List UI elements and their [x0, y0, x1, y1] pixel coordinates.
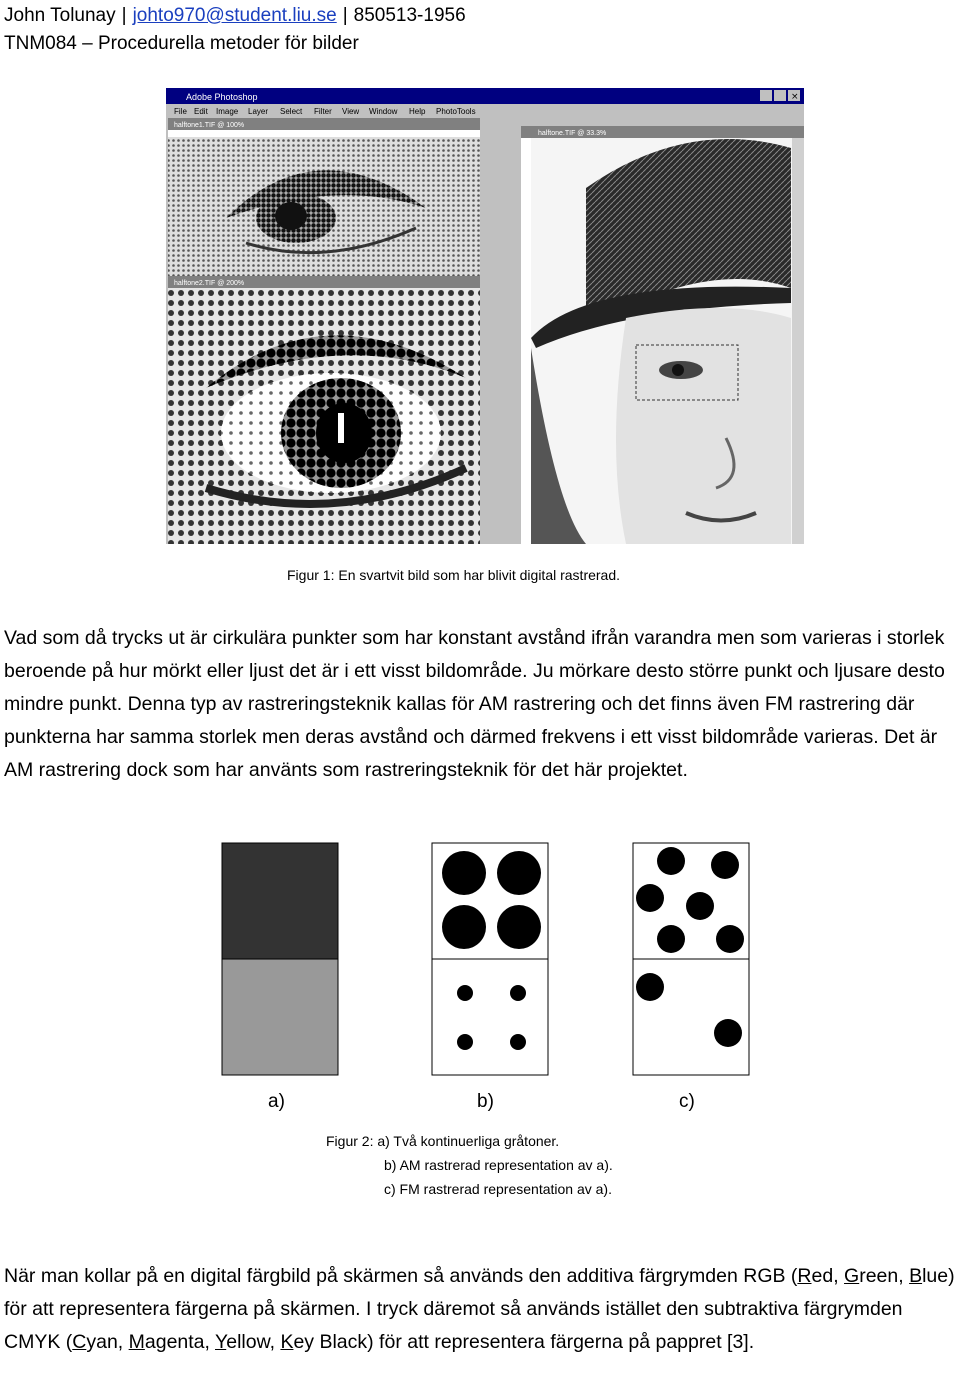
menu-item-edit: Edit — [194, 107, 208, 116]
fm-dot — [657, 925, 685, 953]
am-dot — [510, 1034, 526, 1050]
app-title-bar — [166, 88, 804, 104]
menu-item-select: Select — [280, 107, 303, 116]
paragraph-halftoning: Vad som då trycks ut är cirkulära punkter som har konstant avstånd ifrån varandra men som varieras i storlek beroende på hur mörkt eller ljust det är i ett visst bildområde. Ju mörkare desto större punkt och ljusare desto mindre punkt. Denna typ av rastreringsteknik kallas för AM rastrering och det finns även FM rastrering där punkterna har samma storlek men deras avstånd och därmed frekvens i ett visst bildområde varieras. Det är AM rastrering dock som har använts som rastreringsteknik för det här projektet. — [4, 627, 945, 781]
am-dot — [457, 1034, 473, 1050]
maximize-icon — [774, 90, 786, 101]
figure-1-caption: Figur 1: En svartvit bild som har blivit digital rastrerad. — [287, 567, 621, 583]
panel-c-fm-raster — [633, 843, 749, 1075]
svg-text:×: × — [791, 92, 799, 102]
menu-item-image: Image — [216, 107, 239, 116]
fm-dot — [714, 1019, 742, 1047]
header-line-1: John Tolunay | johto970@student.liu.se | 850513-1956 — [4, 5, 466, 26]
am-dot — [497, 905, 541, 949]
fm-dot — [636, 884, 664, 912]
light-gray-square — [222, 959, 338, 1075]
minimize-icon — [760, 90, 772, 101]
email-link[interactable]: johto970@student.liu.se — [132, 5, 337, 26]
figure-1-photoshop-screenshot — [166, 88, 804, 544]
id-number: 850513-1956 — [353, 5, 466, 26]
fm-dot — [636, 973, 664, 1001]
paragraph-color-spaces: När man kollar på en digital färgbild på skärmen så används den additiva färgrymden RGB (Red, Green, Blue) för att representera färgerna på skärmen. I tryck däremot så används istället den subtraktiva färgrymden CMYK (Cyan, Magenta, Yellow, Key Black) för att representera färgerna på pappret [3]. — [4, 1265, 955, 1353]
scrollbar — [792, 138, 804, 544]
svg-text:halftone.TIF @ 33.3%: halftone.TIF @ 33.3% — [538, 130, 607, 137]
svg-text:halftone1.TIF @ 100%: halftone1.TIF @ 100% — [174, 122, 245, 129]
fm-dot — [657, 847, 685, 875]
menu-item-help: Help — [409, 107, 426, 116]
am-dot — [442, 905, 486, 949]
figure-2-am-fm-raster — [210, 836, 760, 1086]
course-title: TNM084 – Procedurella metoder för bilder — [4, 33, 359, 54]
dark-gray-square — [222, 843, 338, 959]
figure-2-caption-line-3: c) FM rastrerad representation av a). — [384, 1181, 612, 1197]
menu-item-window: Window — [369, 107, 398, 116]
document-window-portrait — [521, 126, 804, 544]
menu-item-layer: Layer — [248, 107, 269, 116]
author-name: John Tolunay — [4, 5, 116, 26]
fm-dot — [711, 851, 739, 879]
app-title: Adobe Photoshop — [186, 92, 258, 102]
svg-text:halftone2.TIF @ 200%: halftone2.TIF @ 200% — [174, 280, 245, 287]
document-window-halftone-2 — [168, 276, 480, 544]
am-dot — [442, 851, 486, 895]
fm-dot — [716, 925, 744, 953]
figure-2-caption-line-2: b) AM rastrerad representation av a). — [384, 1157, 613, 1173]
label-a: a) — [268, 1091, 285, 1112]
menu-item-file: File — [174, 107, 187, 116]
label-c: c) — [679, 1091, 695, 1112]
am-dot — [497, 851, 541, 895]
fm-dot — [686, 892, 714, 920]
am-dot — [457, 985, 473, 1001]
panel-b-am-raster — [432, 843, 548, 1075]
am-dot — [510, 985, 526, 1001]
panel-a-continuous-tones — [222, 843, 338, 1075]
menu-item-filter: Filter — [314, 107, 332, 116]
menu-item-view: View — [342, 107, 360, 116]
label-b: b) — [477, 1091, 494, 1112]
document-window-halftone-1 — [168, 118, 480, 287]
menu-item-phototools: PhotoTools — [436, 107, 476, 116]
figure-2-caption-line-1: Figur 2: a) Två kontinuerliga gråtoner. — [326, 1133, 560, 1149]
